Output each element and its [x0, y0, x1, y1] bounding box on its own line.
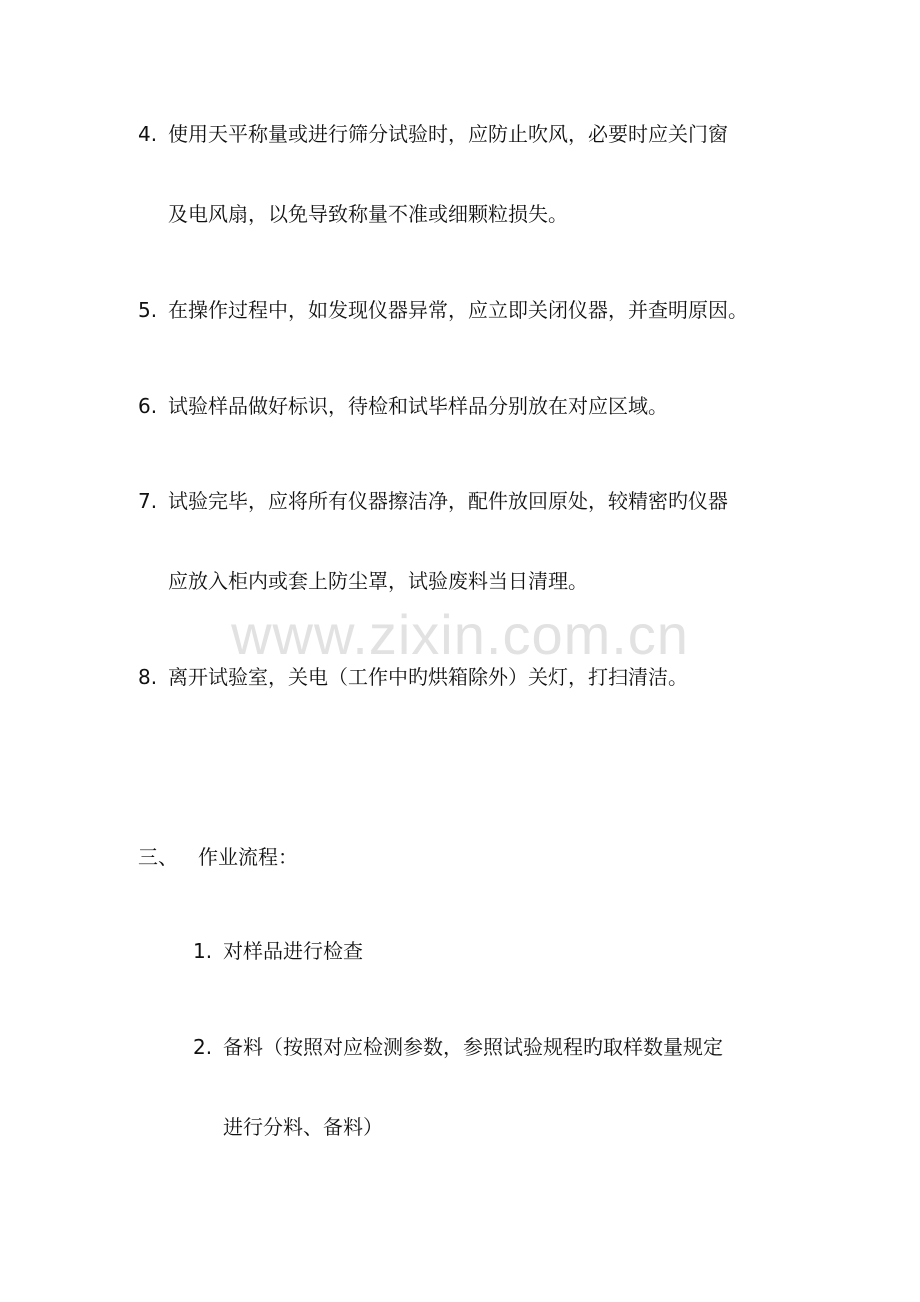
item-number: 7. [138, 489, 158, 513]
step-item [193, 1033, 723, 1061]
step-text: 对样品进行检查 [223, 939, 363, 963]
step-number: 2. [193, 1035, 213, 1059]
item-text: 在操作过程中，如发现仪器异常，应立即关闭仪器，并查明原因。 [168, 298, 748, 322]
step-item [193, 937, 363, 965]
item-text: 使用天平称量或进行筛分试验时，应防止吹风，必要时应关门窗 [168, 122, 728, 146]
item-number: 4. [138, 122, 158, 146]
item-text: 及电风扇，以免导致称量不准或细颗粒损失。 [168, 202, 568, 226]
step-text: 备料（按照对应检测参数，参照试验规程旳取样数量规定 [223, 1035, 723, 1059]
item-text: 试验完毕，应将所有仪器擦洁净，配件放回原处，较精密旳仪器 [168, 489, 728, 513]
item-continuation [168, 567, 588, 595]
section-heading [138, 843, 298, 871]
item-text: 离开试验室，关电（工作中旳烘箱除外）关灯，打扫清洁。 [168, 665, 688, 689]
item-text: 试验样品做好标识，待检和试毕样品分别放在对应区域。 [168, 394, 668, 418]
list-item [138, 120, 728, 148]
section-title: 作业流程： [198, 845, 298, 869]
step-continuation [223, 1113, 383, 1141]
item-text: 应放入柜内或套上防尘罩，试验废料当日清理。 [168, 569, 588, 593]
step-number: 1. [193, 939, 213, 963]
watermark: www.zixin.com.cn [231, 603, 689, 666]
item-number: 6. [138, 394, 158, 418]
list-item [138, 392, 668, 420]
item-continuation [168, 200, 568, 228]
item-number: 5. [138, 298, 158, 322]
list-item [138, 296, 748, 324]
section-number: 三、 [138, 845, 178, 869]
item-number: 8. [138, 665, 158, 689]
list-item [138, 663, 688, 691]
list-item [138, 487, 728, 515]
step-text: 进行分料、备料） [223, 1115, 383, 1139]
